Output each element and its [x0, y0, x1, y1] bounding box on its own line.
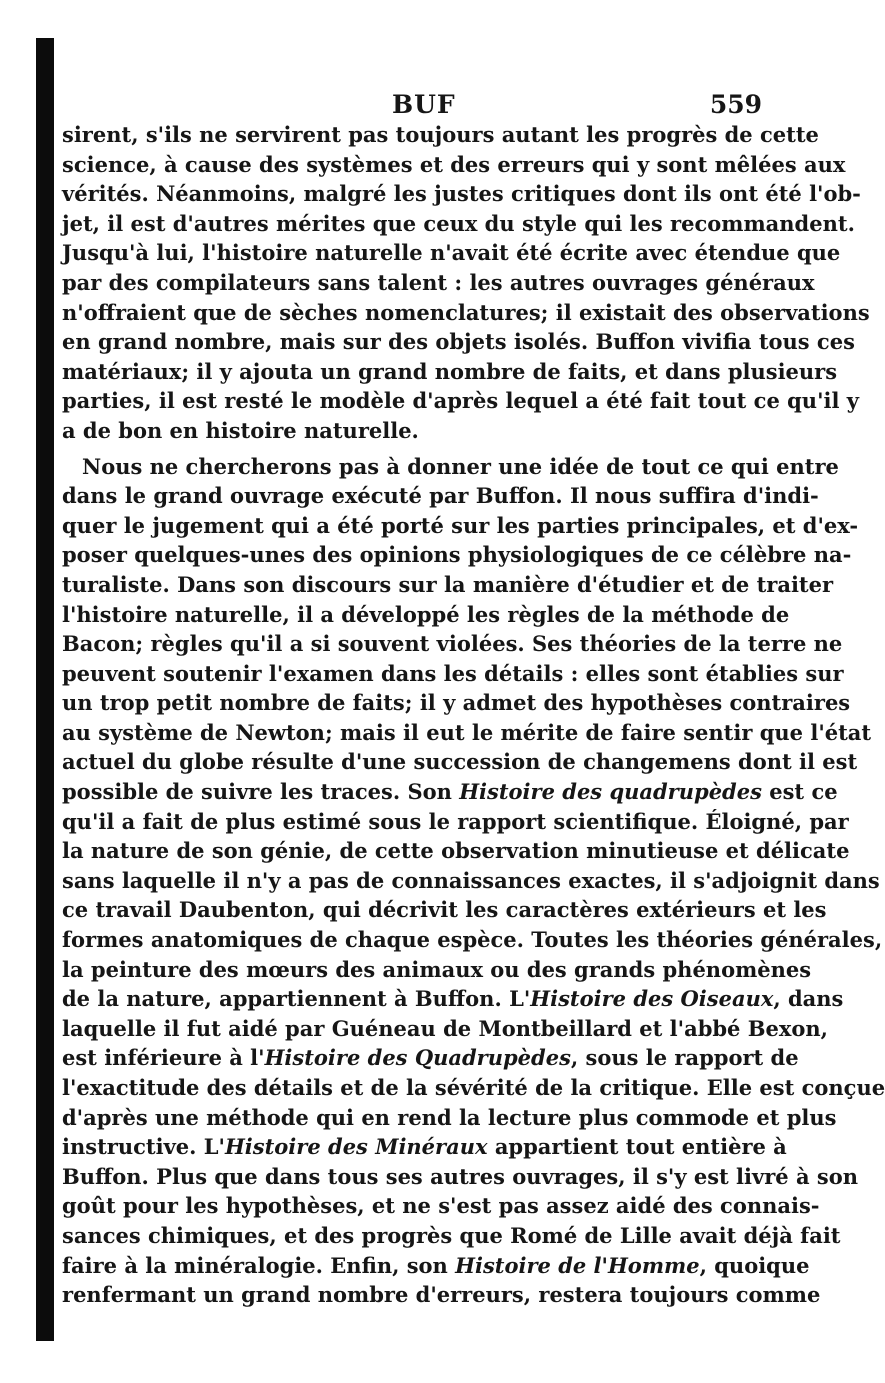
- text-line: l'histoire naturelle, il a développé les règles de la méthode de: [62, 601, 790, 627]
- text-line: science, à cause des systèmes et des erreurs qui y sont mêlées aux: [62, 151, 846, 177]
- text-line: au système de Newton; mais il eut le mérite de faire sentir que l'état: [62, 719, 872, 745]
- text-line: renfermant un grand nombre d'erreurs, restera toujours comme: [62, 1282, 821, 1308]
- text-line: l'exactitude des détails et de la sévérité de la critique. Elle est conçue: [62, 1075, 885, 1100]
- paragraph-1: [62, 120, 870, 446]
- text-line: Nous ne chercherons pas à donner une idée de tout ce qui entre: [82, 453, 839, 479]
- text-line: en grand nombre, mais sur des objets isolés. Buffon vivifia tous ces: [62, 329, 855, 355]
- text-line: peuvent soutenir l'examen dans les détails : elles sont établies sur: [62, 660, 844, 686]
- running-title: BUF: [392, 90, 456, 119]
- running-head: [62, 84, 762, 120]
- text-line: goût pour les hypothèses, et ne s'est pas assez aidé des connais-: [62, 1193, 820, 1219]
- text-line: turaliste. Dans son discours sur la manière d'étudier et de traiter: [62, 571, 834, 597]
- text-line: sans laquelle il n'y a pas de connaissances exactes, il s'adjoignit dans: [62, 867, 880, 893]
- text-line: dans le grand ouvrage exécuté par Buffon. Il nous suffira d'indi-: [62, 483, 819, 509]
- text-line: actuel du globe résulte d'une succession de changemens dont il est: [62, 749, 858, 775]
- page-gutter-shadow: [36, 38, 54, 1341]
- text-line: jet, il est d'autres mérites que ceux du style qui les recommandent.: [62, 210, 855, 236]
- text-line: la peinture des mœurs des animaux ou des grands phénomènes: [62, 956, 812, 982]
- text-line: Bacon; règles qu'il a si souvent violées. Ses théories de la terre ne: [62, 631, 843, 657]
- page-number: 559: [709, 90, 762, 119]
- text-line: d'après une méthode qui en rend la lecture plus commode et plus: [62, 1104, 837, 1130]
- text-line: formes anatomiques de chaque espèce. Toutes les théories générales,: [62, 927, 883, 953]
- text-line: a de bon en histoire naturelle.: [62, 417, 419, 443]
- text-line: sirent, s'ils ne servirent pas toujours autant les progrès de cette: [62, 122, 819, 147]
- text-line: qu'il a fait de plus estimé sous le rapport scientifique. Éloigné, par: [62, 808, 849, 834]
- text-line: la nature de son génie, de cette observation minutieuse et délicate: [62, 838, 850, 864]
- text-line: possible de suivre les traces. Son Histoire des quadrupèdes est ce: [62, 779, 838, 805]
- text-line: Jusqu'à lui, l'histoire naturelle n'avait été écrite avec étendue que: [62, 240, 841, 266]
- text-line: n'offraient que de sèches nomenclatures; il existait des observations: [62, 299, 870, 325]
- text-line: par des compilateurs sans talent : les autres ouvrages généraux: [62, 269, 815, 295]
- text-line: est inférieure à l'Histoire des Quadrupèdes, sous le rapport de: [62, 1045, 799, 1071]
- paragraph-2: [62, 452, 885, 1310]
- text-line: vérités. Néanmoins, malgré les justes critiques dont ils ont été l'ob-: [62, 181, 861, 207]
- text-line: parties, il est resté le modèle d'après lequel a été fait tout ce qu'il y: [62, 388, 859, 414]
- text-line: faire à la minéralogie. Enfin, son Histoire de l'Homme, quoique: [62, 1252, 810, 1278]
- text-line: un trop petit nombre de faits; il y admet des hypothèses contraires: [62, 690, 851, 716]
- text-line: matériaux; il y ajouta un grand nombre de faits, et dans plusieurs: [62, 358, 838, 384]
- text-line: poser quelques-unes des opinions physiologiques de ce célèbre na-: [62, 542, 852, 568]
- text-line: instructive. L'Histoire des Minéraux appartient tout entière à: [62, 1134, 787, 1160]
- text-line: sances chimiques, et des progrès que Romé de Lille avait déjà fait: [62, 1222, 841, 1248]
- book-page: [62, 84, 885, 1310]
- text-line: de la nature, appartiennent à Buffon. L'Histoire des Oiseaux, dans: [62, 986, 844, 1012]
- text-line: Buffon. Plus que dans tous ses autres ouvrages, il s'y est livré à son: [62, 1163, 858, 1189]
- text-line: ce travail Daubenton, qui décrivit les caractères extérieurs et les: [62, 897, 827, 923]
- text-line: quer le jugement qui a été porté sur les parties principales, et d'ex-: [62, 512, 859, 538]
- text-line: laquelle il fut aidé par Guéneau de Montbeillard et l'abbé Bexon,: [62, 1015, 828, 1041]
